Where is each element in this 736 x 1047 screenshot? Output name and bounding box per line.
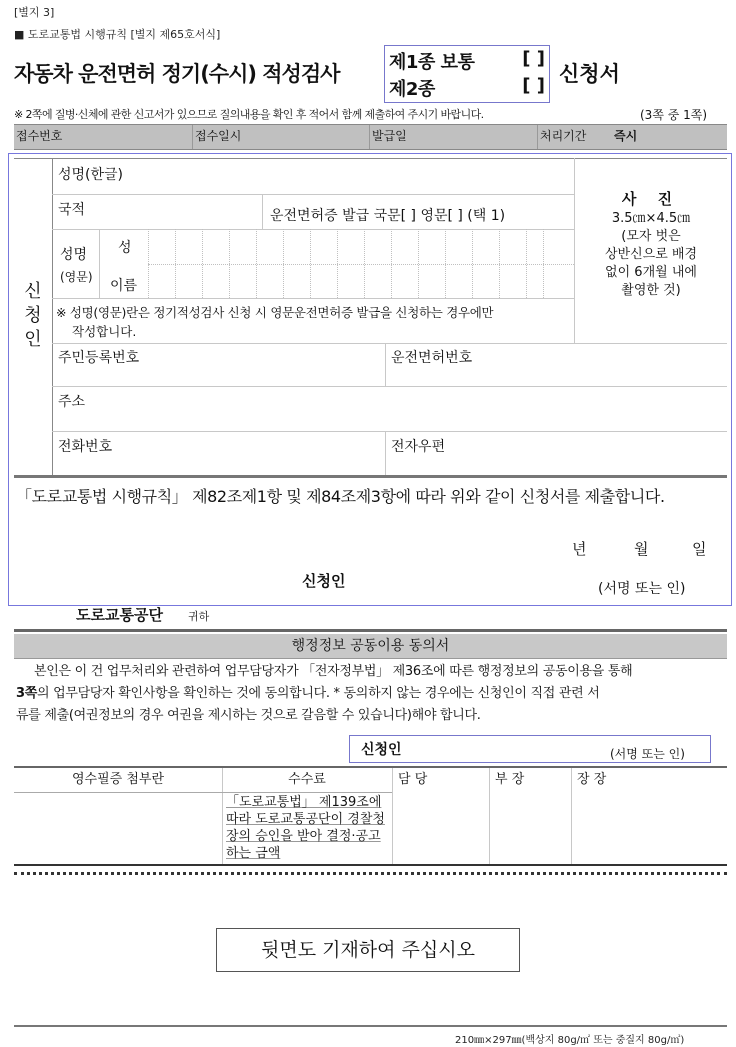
fee-description: 「도로교통법」 제139조에 따라 도로교통공단이 경찰청장의 승인을 받아 결정·공고하는 금액 [226,795,385,861]
date-year[interactable]: 년 [572,540,587,558]
fee-header-manager: 부 장 [495,772,525,787]
name-english-sublabel: (영문) [60,270,93,284]
license-language-option[interactable]: 운전면허증 발급 국문[ ] 영문[ ] (택 1) [270,208,506,224]
consent-title: 행정정보 공동이용 동의서 [14,634,727,659]
form-title: 자동차 운전면허 정기(수시) 적성검사 [14,62,340,86]
photo-instruction-1: (모자 벗은 [621,229,681,244]
phone-field[interactable]: 전화번호 [58,439,113,455]
selection-highlight-box [8,153,732,606]
form-title-suffix: 신청서 [559,62,620,86]
footer-divider [14,1025,727,1027]
fee-header-receipt: 영수필증 첨부란 [71,772,165,787]
receipt-bar [14,124,727,150]
resident-number-field[interactable]: 주민등록번호 [58,350,140,366]
consent-divider [14,629,727,632]
consent-line-1: 본인은 이 건 업무처리와 관련하여 업무담당자가 「전자정부법」 제36조에 따른 행정정보의 공동이용을 통해 [34,664,633,679]
photo-instruction-3: 없이 6개월 내에 [605,265,697,280]
english-name-note-cont: 작성합니다. [72,324,137,339]
processing-period-value: 즉시 [614,129,638,143]
rule-reference: ■ 도로교통법 시행규칙 [별지 제65호서식] [14,28,221,41]
page-indicator: (3쪽 중 1쪽) [640,108,708,122]
fee-table-top [14,766,727,768]
fee-table-bottom [14,864,727,866]
name-english-label: 성명 [60,247,88,263]
consent-signature-label: 신청인 [361,742,402,758]
photo-size: 3.5㎝×4.5㎝ [611,211,691,226]
receipt-date-label: 접수일시 [195,129,242,143]
paper-spec: 210㎜×297㎜(백상지 80g/㎡ 또는 중질지 80g/㎡) [455,1035,685,1046]
license-type-1-checkbox[interactable]: [ ] [522,48,545,69]
date-month[interactable]: 월 [634,540,649,558]
issue-date-label: 발급일 [372,129,407,143]
license-number-field[interactable]: 운전면허번호 [391,350,473,366]
processing-period-label: 처리기간 [540,129,587,143]
cut-line [14,872,727,875]
date-day[interactable]: 일 [692,540,707,558]
applicant-section-text: 신청인 [24,281,42,350]
name-korean-field[interactable]: 성명(한글) [58,167,124,183]
notice-text: ※ 2쪽에 질병·신체에 관한 신고서가 있으므로 질의내용을 확인 후 적어서 함께 제출하여 주시기 바랍니다. [14,108,484,121]
photo-title: 사 진 [621,190,681,208]
license-type-1-label: 제1종 보통 [389,52,475,73]
fee-header-chief: 장 장 [577,772,607,787]
consent-line-2-text: 의 업무담당자 확인사항을 확인하는 것에 동의합니다. * 동의하지 않는 경우에는 신청인이 직접 관련 서 [37,686,600,701]
email-field[interactable]: 전자우편 [391,439,446,455]
recipient-name: 도로교통공단 [76,606,163,624]
english-name-note: ※ 성명(영문)란은 정기적성검사 신청 시 영문운전면허증 발급을 신청하는 경우에만 [56,305,494,320]
recipient-suffix: 귀하 [188,610,210,623]
applicant-signature-field[interactable]: (서명 또는 인) [598,581,686,597]
license-type-box [384,45,550,103]
annex-label: [별지 3] [14,6,55,19]
consent-line-3: 류를 제출(여권정보의 경우 여권을 제시하는 것으로 갈음할 수 있습니다)해야 합니다. [16,708,481,723]
surname-field[interactable]: 성 [118,240,132,256]
consent-line-2 [16,683,726,705]
declaration-text: 「도로교통법 시행규칙」 제82조제1항 및 제84조제3항에 따라 위와 같이 신청서를 제출합니다. [16,487,665,506]
nationality-field[interactable]: 국적 [58,202,86,218]
consent-signature-field[interactable]: (서명 또는 인) [610,747,685,761]
consent-body [16,661,726,727]
back-side-notice: 뒷면도 기재하여 주십시오 [216,928,520,972]
photo-instruction-4: 촬영한 것) [621,283,681,298]
fee-header-officer: 담 당 [398,772,428,787]
consent-bold-page: 3쪽 [16,686,38,701]
given-name-field[interactable]: 이름 [110,278,138,294]
applicant-signature-label: 신청인 [302,572,346,590]
fee-header-fee: 수수료 [288,772,326,787]
license-type-2-checkbox[interactable]: [ ] [522,75,545,96]
photo-instruction-2: 상반신으로 배경 [604,247,698,262]
receipt-number-label: 접수번호 [16,129,63,143]
license-type-2-label: 제2종 [389,79,435,100]
address-field[interactable]: 주소 [58,394,86,410]
